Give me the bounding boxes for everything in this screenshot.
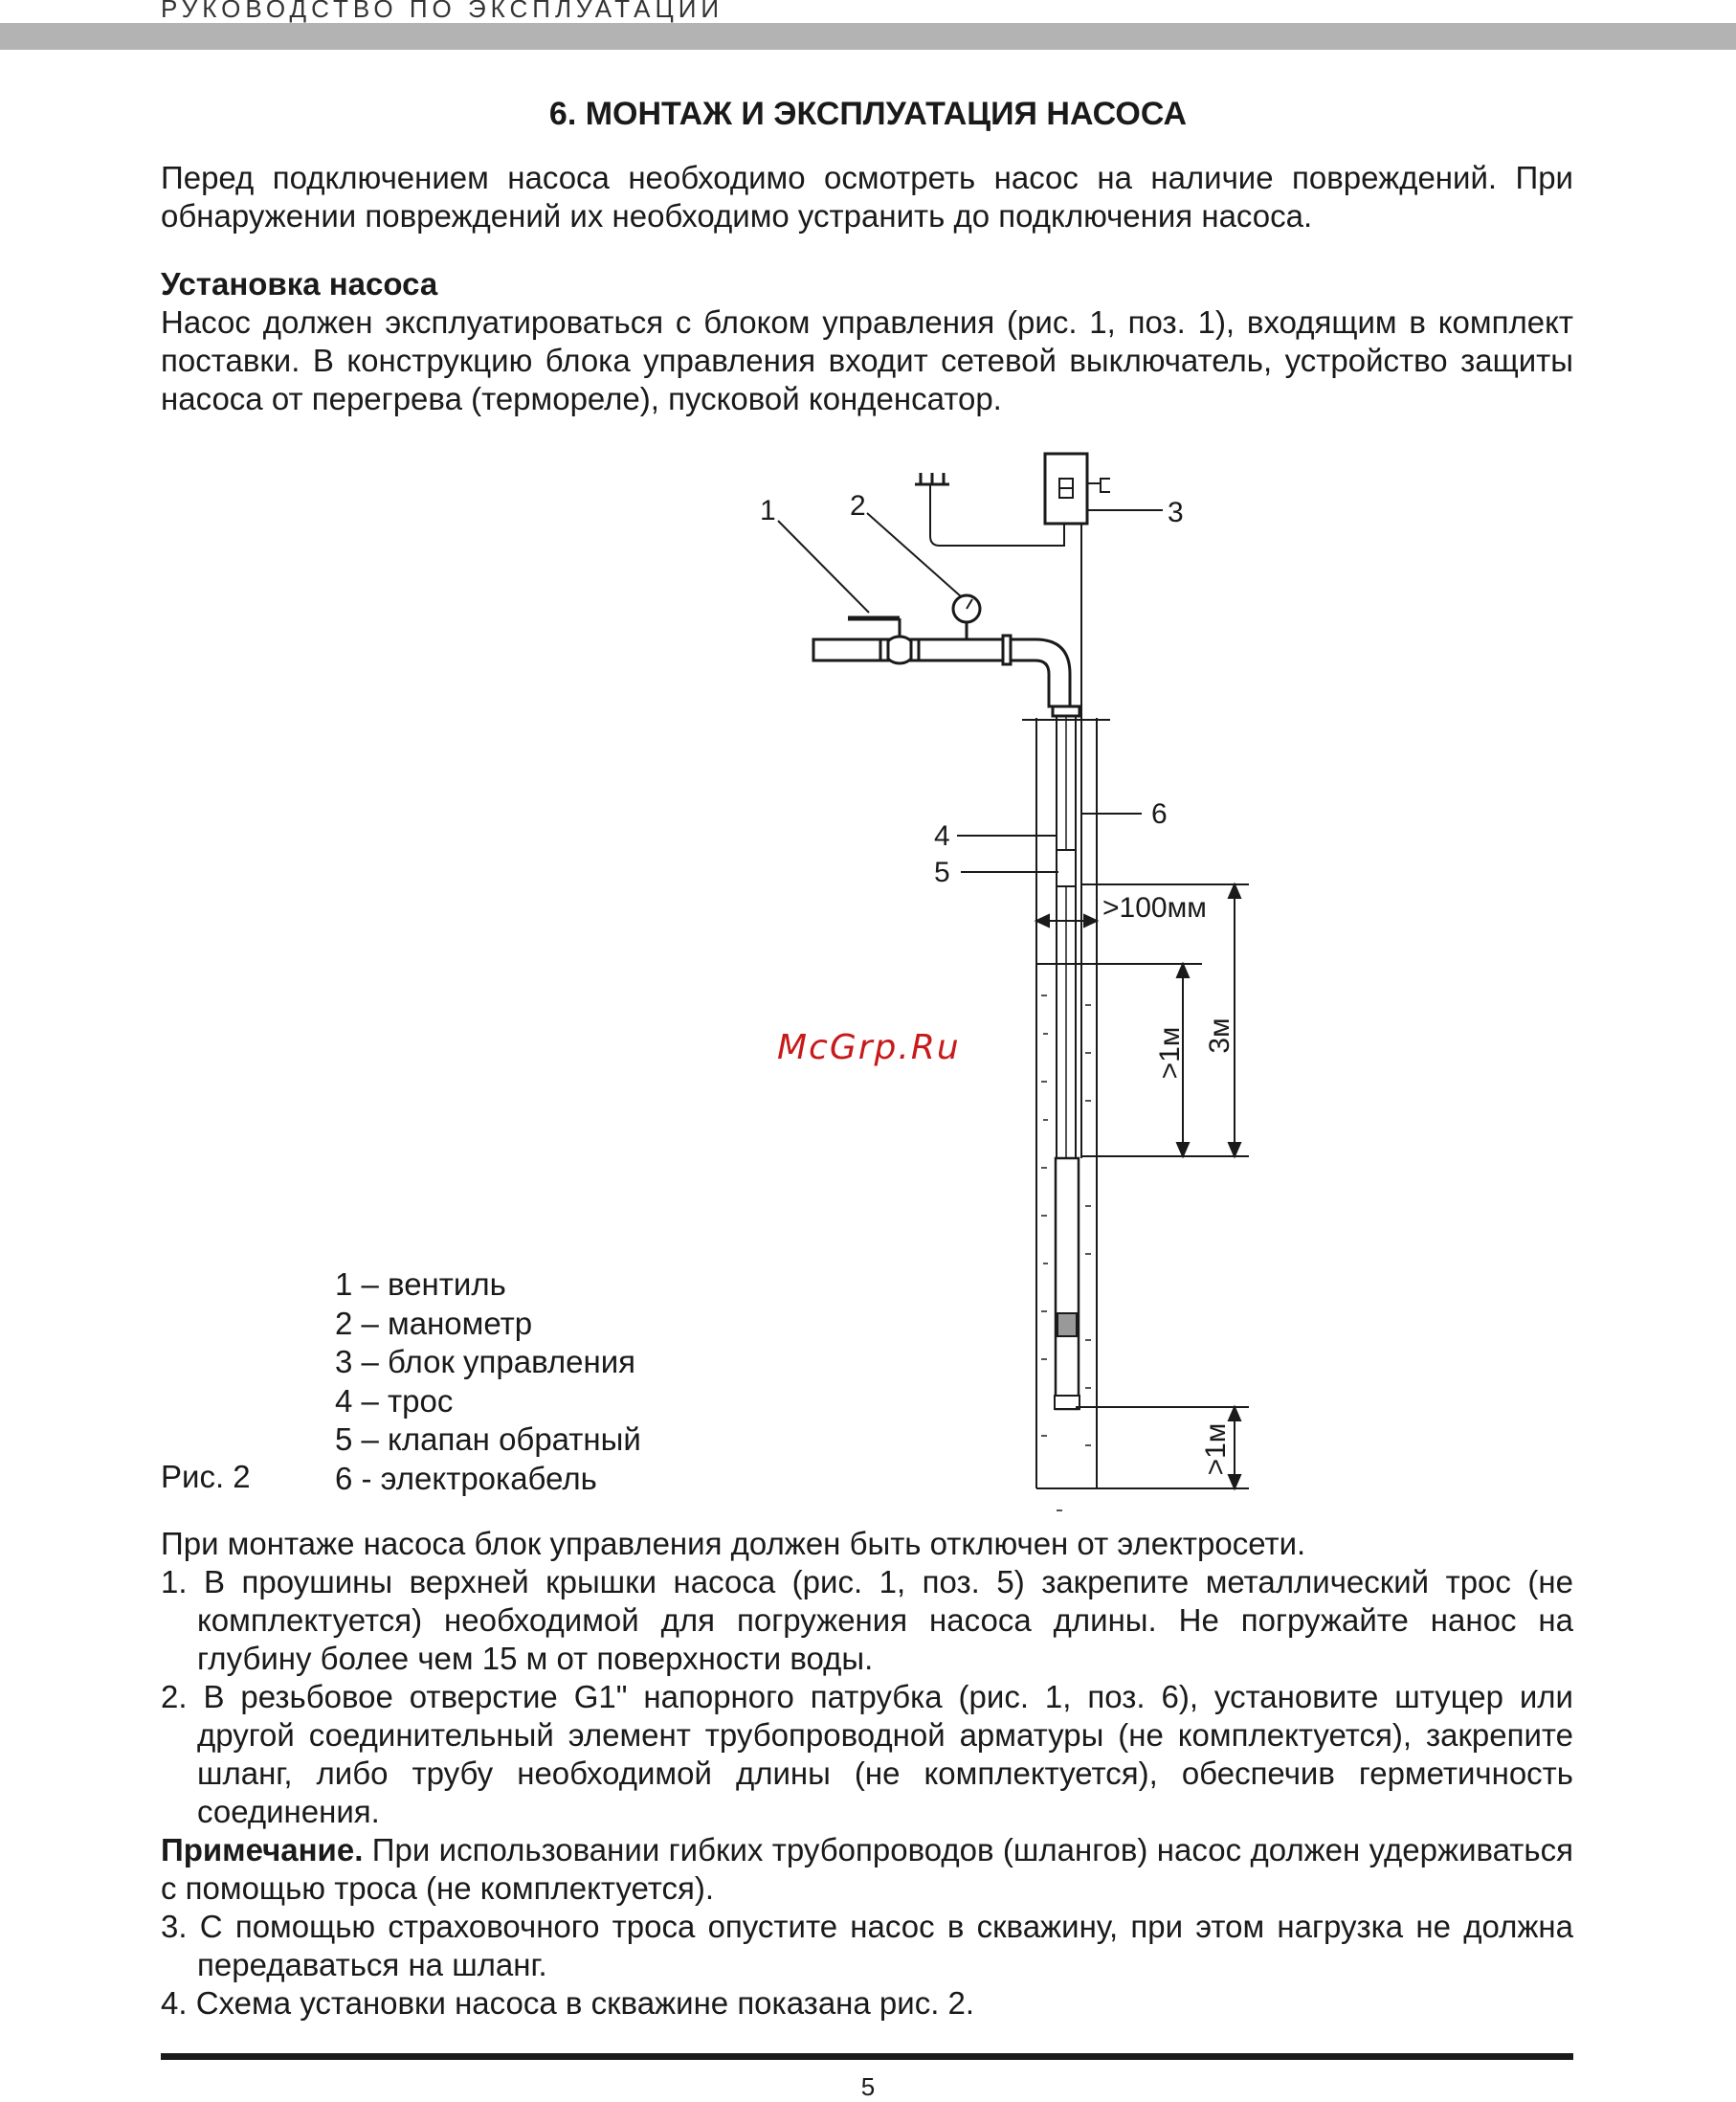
figure-caption: Рис. 2	[161, 1459, 251, 1494]
procedure-step-1: 1. В проушины верхней крышки насоса (рис. 1, поз. 5) закрепите металлический трос (не комплектуется) необходимой для погружения насоса длины. Не погружайте нанос на глубину более чем 15 м от поверхности воды.	[161, 1564, 1573, 1676]
legend-item: 2 – манометр	[335, 1305, 533, 1341]
procedure-section	[161, 1525, 1573, 2023]
dimension-depth: 3м	[1204, 1017, 1235, 1054]
pump-body	[1056, 1158, 1079, 1409]
callout-5: 5	[934, 857, 950, 888]
install-text: Насос должен эксплуатироваться с блоком управления (рис. 1, поз. 1), входящим в комплект поставки. В конструкцию блока управления входит сетевой выключатель, устройство защиты насоса от перегрева (термореле), пусковой конденсатор.	[161, 304, 1573, 416]
procedure-note	[161, 1831, 1573, 1908]
footer-rule	[161, 2053, 1573, 2060]
procedure-lead: При монтаже насоса блок управления должен быть отключен от электросети.	[161, 1526, 1306, 1561]
note-text: При использовании гибких трубопроводов (шлангов) насос должен удерживаться с помощью троса (не комплектуется).	[161, 1832, 1573, 1906]
power-plug	[915, 473, 949, 484]
callout-4: 4	[934, 820, 950, 852]
procedure-step-3: 3. С помощью страховочного троса опустите насос в скважину, при этом нагрузка не должна передаваться на шланг.	[161, 1909, 1573, 1982]
callout-6: 6	[1151, 798, 1168, 830]
watermark: McGrp.Ru	[777, 1028, 961, 1067]
intro-text: Перед подключением насоса необходимо осмотреть насос на наличие повреждений. При обнаружении повреждений их необходимо устранить до подключения насоса.	[161, 160, 1573, 234]
dimension-above-pump: >1м	[1154, 1026, 1186, 1080]
callout-2: 2	[850, 490, 866, 522]
dimension-bottom: >1м	[1200, 1422, 1232, 1476]
legend-item: 1 – вентиль	[335, 1266, 506, 1302]
dimension-gap: >100мм	[1102, 892, 1207, 924]
callout-3: 3	[1168, 497, 1184, 528]
figure-legend	[335, 1265, 641, 1498]
page-number: 5	[860, 2072, 876, 2101]
section-title: 6. МОНТАЖ И ЭКСПЛУАТАЦИЯ НАСОСА	[548, 96, 1188, 132]
running-header: РУКОВОДСТВО ПО ЭКСПЛУАТАЦИИ	[161, 0, 724, 23]
check-valve	[1057, 850, 1076, 886]
pump-intake	[1057, 1313, 1077, 1336]
legend-item: 6 - электрокабель	[335, 1460, 597, 1496]
legend-item: 4 – трос	[335, 1382, 454, 1419]
note-label: Примечание.	[161, 1832, 364, 1867]
callout-1: 1	[760, 495, 776, 526]
procedure-step-2: 2. В резьбовое отверстие G1" напорного патрубка (рис. 1, поз. 6), установите штуцер или другой соединительный элемент трубопроводной арматуры (не комплектуется), закрепите шланг, либо трубу необходимой длины (не комплектуется), обеспечив герметичность соединения.	[161, 1679, 1573, 1829]
install-heading: Установка насоса	[161, 266, 438, 302]
legend-item: 3 – блок управления	[335, 1344, 636, 1379]
procedure-step-4: 4. Схема установки насоса в скважине показана рис. 2.	[161, 1985, 975, 2021]
legend-item: 5 – клапан обратный	[335, 1421, 641, 1457]
